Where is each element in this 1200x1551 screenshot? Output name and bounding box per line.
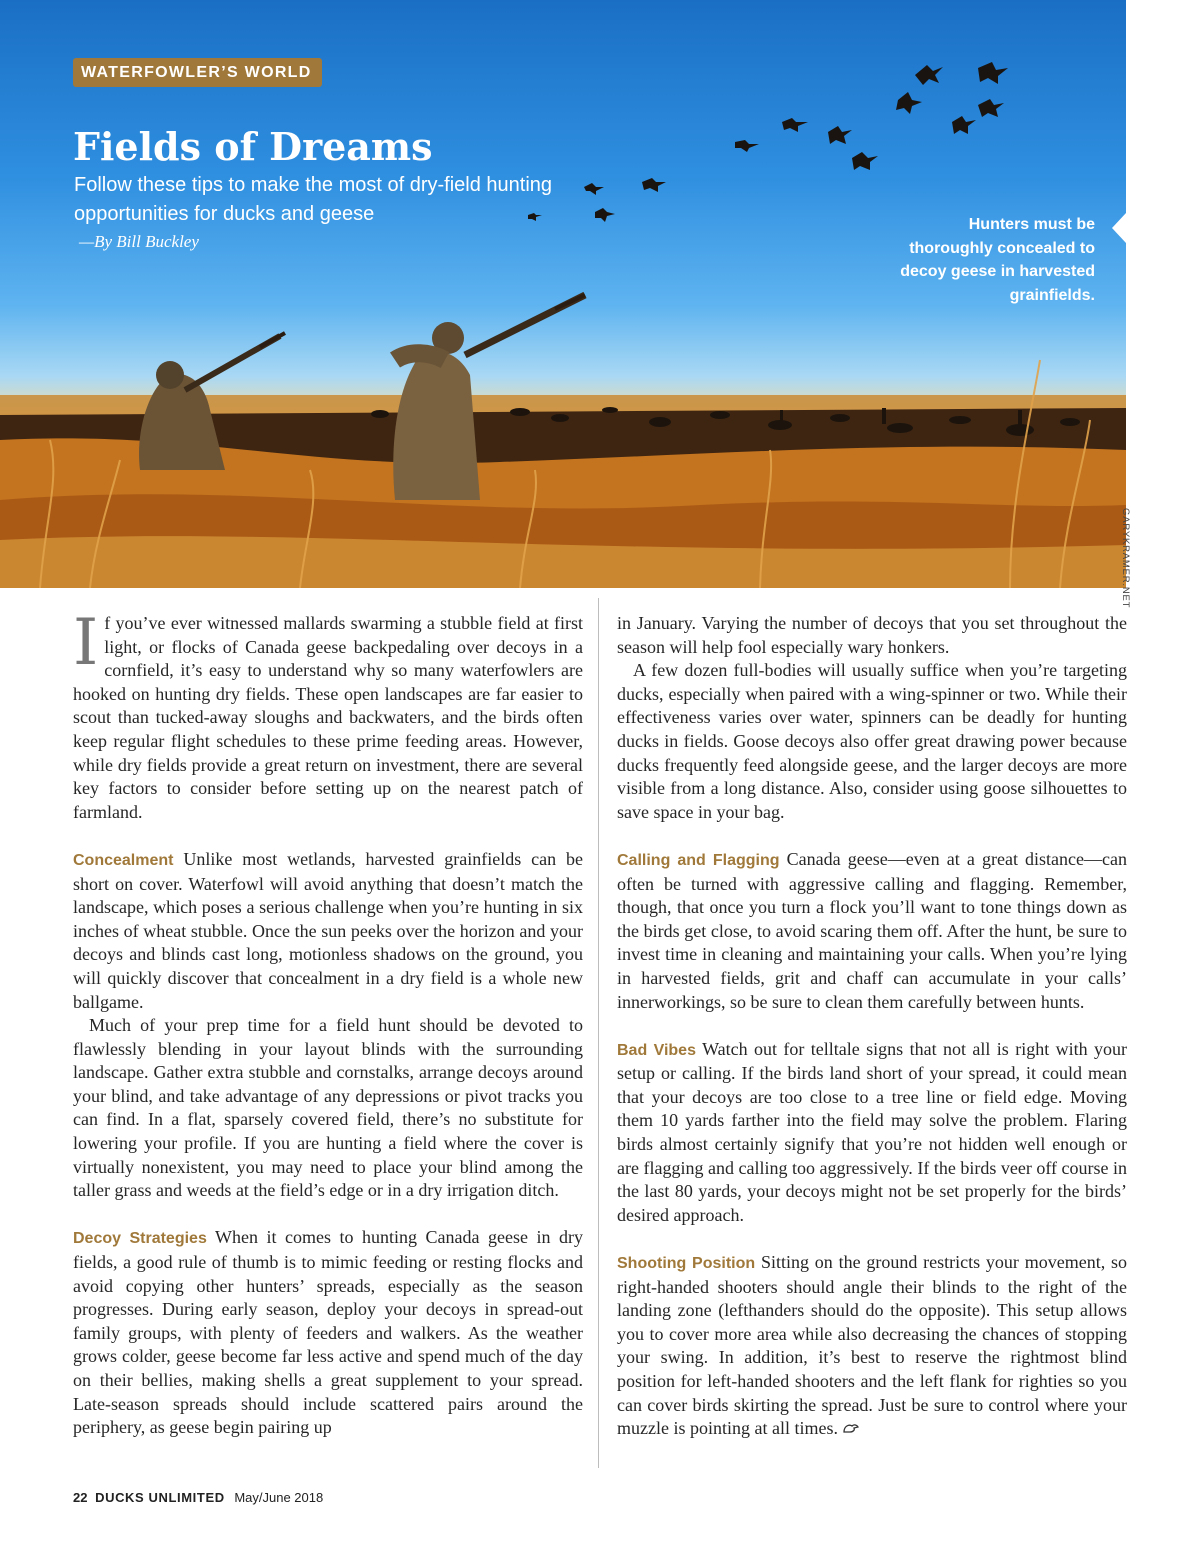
page-number: 22 <box>73 1490 88 1505</box>
intro-paragraph <box>73 606 583 824</box>
flying-geese <box>528 62 1008 222</box>
vibes-text: Watch out for telltale signs that not all is right with your setup or calling. If the birds land short of your spread, it could mean that your decoys are too close to a tree line or field edge. Moving them 10 yards farther into the field may solve the problem. Flaring birds almost certainly signify that you’re not hidden well enough or are flagging and calling too aggressively. If the birds veer off course in the last 80 yards, your decoys might not be set properly for the birds’ desired approach. <box>617 1038 1128 1225</box>
photo-credit: GARYKRAMER.NET <box>1120 508 1131 609</box>
subhead-bad-vibes: Bad Vibes <box>617 1041 696 1059</box>
article-subtitle: Follow these tips to make the most of dry-field hunting opportunities for ducks and geese <box>74 174 553 225</box>
concealment-text: Unlike most wetlands, harvested grainfields can be short on cover. Waterfowl will avoid anything that doesn’t match the landscape, which poses a serious challenge when you’re hunting in six inches of wheat stubble. Once the sun peeks over the horizon and your decoys and blinds cast long, motionless shadows on the ground, you will quickly discover that concealment in a dry field is a whole new ballgame. <box>73 848 583 1012</box>
calling-text: Canada geese—even at a great distance—can often be turned with aggressive calling and flagging. Remember, though, that once you turn a flock you’ll want to tone things down as the birds get close, to avoid scaring them off. After the hunt, be sure to invest time in cleaning and maintaining your calls. When you’re lying in harvested fields, grit and chaff can accumulate in your calls’ innerworkings, so be sure to clean them carefully between hunts. <box>617 848 1127 1012</box>
magazine-name: DUCKS UNLIMITED <box>95 1490 225 1505</box>
byline: —By Bill Buckley <box>79 232 199 251</box>
column-divider <box>598 598 599 1468</box>
decoy-paragraph-cont: in January. Varying the number of decoys that you set throughout the season will help fool especially wary honkers. <box>617 613 1127 657</box>
photo-caption: Hunters must be thoroughly concealed to decoy geese in harvested grainfields. <box>900 216 1095 304</box>
column-left <box>73 606 583 1440</box>
subhead-calling-flagging: Calling and Flagging <box>617 851 780 869</box>
page-margin <box>1126 0 1200 1551</box>
section-kicker: WATERFOWLER’S WORLD <box>73 58 322 87</box>
subhead-concealment: Concealment <box>73 851 174 869</box>
calling-paragraph <box>617 848 1127 1014</box>
drop-cap: I <box>73 606 99 680</box>
decoy-paragraph <box>73 1226 583 1439</box>
shooting-text: Sitting on the ground restricts your movement, so right-handed shooters should angle their blinds to the right of the landing zone (lefthanders should do the opposite). This setup allows you to cover more area while also decreasing the chances of stopping your swing. In addition, it’s best to reserve the rightmost blind position for left-handed shooters and the left flank for righties so you can cover birds skirting the spread. Just be sure to control where your muzzle is pointing at all times. <box>617 1252 1127 1439</box>
vibes-paragraph <box>617 1038 1127 1228</box>
concealment-paragraph-2: Much of your prep time for a field hunt should be devoted to flawlessly blending in your layout blinds with the surrounding landscape. Gather extra stubble and cornstalks, arrange decoys around your blind, and take advantage of any depressions or pivot tracks you can find. In a flat, sparsely covered field, there’s no substitute for lowering your profile. If you are hunting a field where the cover is virtually nonexistent, you may need to place your blind among the taller grass and weeds at the field’s edge or in a dry irrigation ditch. <box>73 1015 583 1201</box>
concealment-paragraph <box>73 848 583 1014</box>
subhead-decoy-strategies: Decoy Strategies <box>73 1230 207 1248</box>
decoy-paragraph-2: A few dozen full-bodies will usually suffice when you’re targeting ducks, especially when paired with a wing-spinner or two. While their effectiveness varies over water, spinners can be deadly for hunting ducks in fields. Goose decoys also offer great drawing power because ducks frequently feed alongside geese, and the larger decoys are more visible from a long distance. Also, consider using goose silhouettes to save space in your bag. <box>617 660 1127 822</box>
page-footer <box>73 1490 323 1505</box>
duck-head-end-mark-icon <box>842 1418 860 1442</box>
subhead-shooting-position: Shooting Position <box>617 1255 756 1273</box>
decoy-text: When it comes to hunting Canada geese in dry fields, a good rule of thumb is to mimic feeding or resting flocks and avoid copying other hunters’ spreads, especially as the season progresses. During early season, deploy your decoys in spread-out family groups, with plenty of feeders and walkers. As the weather grows colder, geese become far less active and spend much of the day on their bellies, making shells a great supplement to your spread. Late-season spreads should include scattered pairs around the periphery, as geese begin pairing up <box>73 1227 583 1438</box>
issue-date: May/June 2018 <box>234 1490 324 1505</box>
article-title: Fields of Dreams <box>73 124 433 169</box>
shooting-paragraph <box>617 1251 1127 1442</box>
caption-pointer-icon <box>1112 213 1126 243</box>
column-right <box>617 612 1127 1442</box>
intro-text: f you’ve ever witnessed mallards swarming a stubble field at first light, or flocks of Canada geese backpedaling over decoys in a cornfield, it’s easy to understand why so many waterfowlers are hooked on hunting dry fields. These open landscapes are far easier to scout than tucked-away sloughs and backwaters, and the birds often keep regular flight schedules to these prime feeding areas. However, while dry fields provide a great return on investment, there are several key factors to consider before setting up on the nearest patch of farmland. <box>73 613 583 822</box>
